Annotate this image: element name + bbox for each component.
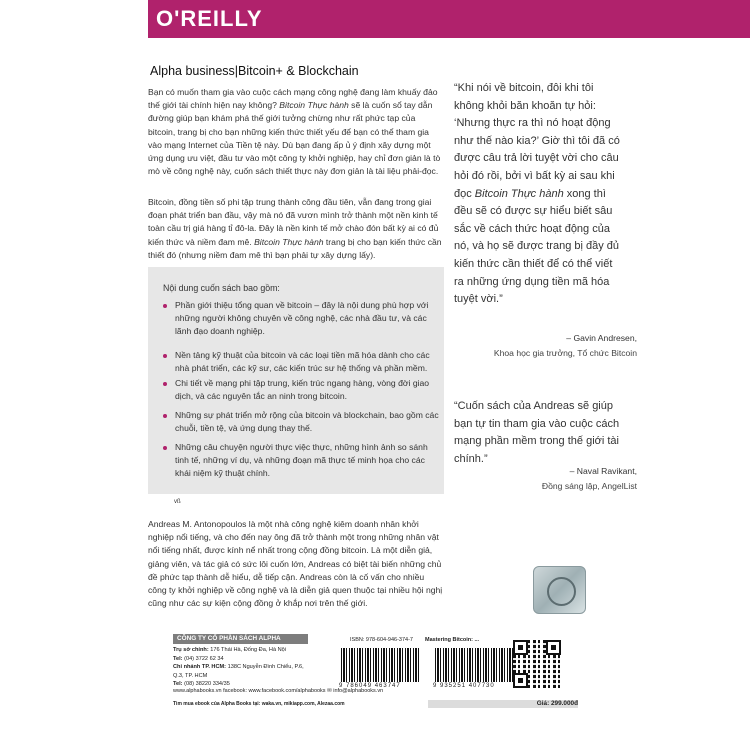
hcm-tel-line: Tel: (08) 38220 334/35 [173, 681, 230, 688]
bullet-icon [163, 304, 167, 308]
publisher-info [173, 634, 308, 688]
contents-item: Nền tảng kỹ thuật của bitcoin và các loại tiền mã hóa dành cho các nhà phát triển, các kỹ sư, các kiến trúc sư hệ thống và phần mềm. [163, 349, 443, 375]
quote-role-gavin: Khoa học gia trưởng, Tổ chức Bitcoin [493, 348, 637, 358]
author-bio: Andreas M. Antonopoulos là một nhà công nghệ kiêm doanh nhân khởi nghiệp nổi tiếng, và cho đến nay ông đã trở thành một trong những nhân vật nổi tiếng nhất, được kính nể nhất trong cộng đồng bitcoin. Là một diễn giả, giảng viên, và tác giả có sức lôi cuốn lớn, Andreas có biệt tài biến những chủ đề phức tạp thành dễ hiểu, dễ tiếp cận. Andreas còn là cố vấn cho nhiều công ty khởi nghiệp về công nghệ và là diễn giả quen thuộc tại nhiều hội nghị cũng như các sự kiện cộng đồng ở khắp nơi trên thế giới. [148, 519, 443, 609]
contents-title: Nội dung cuốn sách bao gồm: [163, 283, 280, 293]
quote-role-naval: Đồng sáng lập, AngelList [541, 481, 637, 491]
bullet-icon [163, 354, 167, 358]
barcode-icon [341, 648, 419, 682]
intro-paragraph-2: Bitcoin, đồng tiền số phi tập trung thành công đầu tiên, vẫn đang trong giai đoạn phát triển ban đầu, vậy mà nó đã vươn mình trở thành một nền kinh tế toàn cầu trị giá hàng tỉ đô-la. Đây là nền kinh tế mở chào đón bất kỳ ai có đủ kiến thức và niềm đam mê. Bitcoin Thực hành trang bị cho bạn kiến thức cần thiết đó (nhưng niềm đam mê thì bạn phải tự xây dựng lấy). [148, 197, 442, 260]
quote-author-gavin: – Gavin Andresen, [566, 333, 637, 343]
quote-gavin: “Khi nói về bitcoin, đôi khi tôi không khỏi băn khoăn tự hỏi: ‘Nhưng thực ra thì nó hoạt động như thế nào kia?’ Giờ thì tôi đã có được câu trả lời tuyệt vời cho câu hỏi đó rồi, bởi vì bất kỳ ai sau khi đọc Bitcoin Thực hành xong thì đều sẽ có được sự hiểu biết sâu sắc về cách thức hoạt động của nó, và họ sẽ được trang bị đầy đủ kiến thức cần thiết để có thể viết ra những ứng dụng tiền mã hóa tuyệt vời.” [454, 82, 620, 306]
qr-finder-icon [513, 673, 528, 688]
quote-naval: “Cuốn sách của Andreas sẽ giúp bạn tự tin tham gia vào cuộc cách mạng phần mềm trong thế giới tài chính.” [454, 400, 620, 465]
publisher-logo: O'REILLY [156, 6, 263, 31]
company-name: CÔNG TY CỔ PHẦN SÁCH ALPHA [173, 634, 308, 644]
barcode-icon [435, 648, 513, 682]
qr-code-icon [513, 640, 561, 688]
hq-line: Trụ sở chính: 176 Thái Hà, Đống Đa, Hà Nội [173, 647, 287, 654]
series-title: Alpha business|Bitcoin+ & Blockchain [150, 64, 359, 78]
hq-tel-line: Tel: (04) 3722 62 34 [173, 655, 224, 662]
isbn: ISBN: 978-604-946-374-7 [350, 637, 413, 643]
box-tail-mark: vß [174, 499, 181, 505]
barcode-number-1: 9 786049 463747 [339, 683, 401, 689]
contents-item: Chi tiết về mạng phi tập trung, kiến trúc ngang hàng, vòng đời giao dịch, và các nguyên tắc an ninh trong bitcoin. [163, 377, 443, 403]
bullet-icon [163, 414, 167, 418]
contents-item: Phần giới thiệu tổng quan về bitcoin – đây là nội dung phù hợp với những người không chuyên về công nghệ, các nhà đầu tư, và các lãnh đạo doanh nghiệp. [163, 299, 443, 339]
ebook-line: Tìm mua ebook của Alpha Books tại: waka.vn, mikiapp.com, Alezaa.com [173, 701, 345, 707]
book-title-small: Mastering Bitcoin: ... [425, 637, 480, 643]
contents-item: Những sự phát triển mở rộng của bitcoin và blockchain, bao gồm các chuỗi, tiền tệ, và ứng dụng thay thế. [163, 409, 443, 435]
contents-item: Những câu chuyện người thực việc thực, những hình ảnh so sánh tinh tế, những ví dụ, và những đoạn mã thực tế minh họa cho các khái niệm kỹ thuật chính. [163, 441, 443, 481]
bullet-icon [163, 382, 167, 386]
barcode-number-2: 9 935251 407730 [433, 683, 495, 689]
hologram-sticker [533, 566, 586, 614]
web-line: www.alphabooks.vn facebook: www.facebook.com/alphabooks ✉ info@alphabooks.vn [173, 688, 384, 694]
price-label: Giá: 299.000đ [428, 700, 578, 708]
quote-author-naval: – Naval Ravikant, [569, 466, 637, 476]
intro-paragraph-1: Bạn có muốn tham gia vào cuộc cách mạng công nghệ đang làm khuấy đảo thế giới tài chính hiện nay không? Bitcoin Thực hành sẽ là cuốn sổ tay dẫn đường giúp bạn khám phá thế giới tưởng chừng như rất phức tạp của bitcoin, trang bị cho bạn những kiến thức thiết yếu để bạn có thể tham gia vào mạng Internet của Tiền tệ này. Dù bạn đang ấp ủ ý định xây dựng một ứng dụng ưu việt, đầu tư vào một công ty khởi nghiệp, hay chỉ đơn giản là tò mò về công nghệ này, cuốn sách thiết thực này đơn giản là tài liệu phải-đọc. [148, 87, 441, 177]
hcm-line: Chi nhánh TP. HCM: 138C Nguyễn Đình Chiểu, P.6, Q.3, TP. HCM [173, 664, 304, 679]
bullet-icon [163, 446, 167, 450]
qr-finder-icon [546, 640, 561, 655]
qr-finder-icon [513, 640, 528, 655]
